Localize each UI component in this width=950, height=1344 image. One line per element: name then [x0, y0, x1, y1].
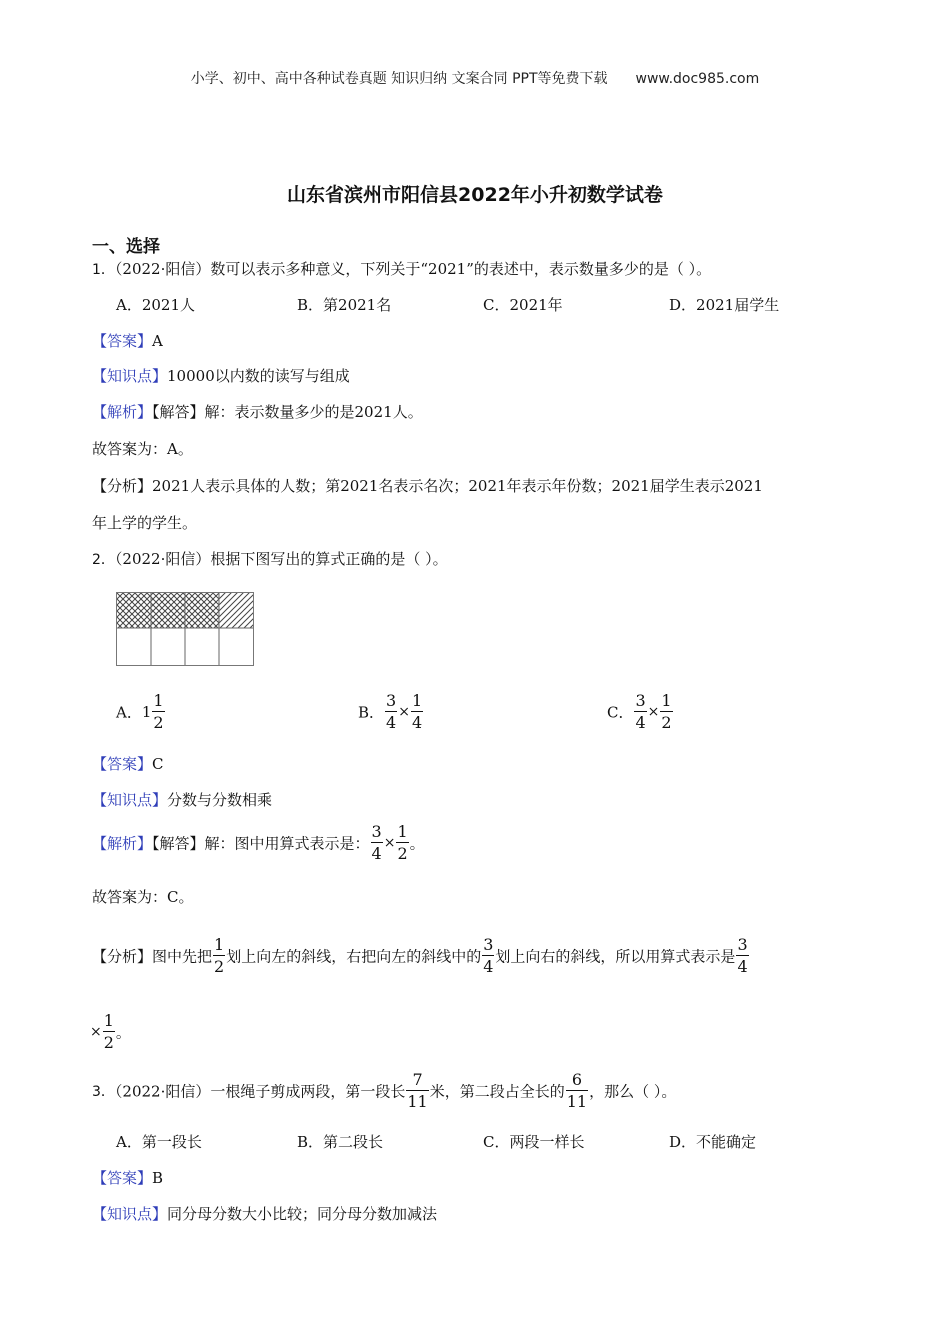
grid-cell-shaded	[185, 593, 219, 628]
q3-option-b: B．第二段长	[297, 1133, 384, 1151]
q2-option-a: A．1 $\frac{1}{2}$	[116, 691, 164, 732]
q1-explanation: 【分析】2021人表示具体的人数；第2021名表示名次；2021年表示年份数；2021届学生表示2021	[92, 477, 763, 495]
q1-explanation-cont: 年上学的学生。	[92, 514, 198, 532]
q3-knowledge-point: 【知识点】同分母分数大小比较；同分母分数加减法	[92, 1205, 438, 1223]
q1-option-a: A．2021人	[116, 296, 196, 314]
page-header	[0, 68, 950, 88]
q3-answer: 【答案】B	[92, 1169, 164, 1187]
q1-answer: 【答案】A	[92, 332, 163, 350]
fraction: $\frac{1}{4}$	[411, 691, 423, 732]
page-title: 山东省滨州市阳信县2022年小升初数学试卷	[287, 184, 663, 206]
section-heading: 一、选择	[92, 237, 160, 257]
q1-option-b: B．第2021名	[297, 296, 392, 314]
grid-cell-shaded	[151, 593, 185, 628]
fraction: $\frac{3}{4}$	[371, 822, 382, 863]
q3-option-d: D．不能确定	[669, 1133, 757, 1151]
fraction: $\frac{3}{4}$	[386, 691, 397, 732]
q2-knowledge-point: 【知识点】分数与分数相乘	[92, 791, 273, 809]
grid-cell-half-shaded	[219, 593, 253, 628]
q1-stem: 1．（2022·阳信）数可以表示多种意义，下列关于“2021”的表述中，表示数量多少的是（ ）。	[92, 260, 712, 278]
fraction: $\frac{3}{4}$	[737, 935, 748, 976]
fraction: $\frac{6}{11}$	[566, 1070, 588, 1111]
fraction: $\frac{1}{2}$	[214, 935, 225, 976]
q3-option-c: C．两段一样长	[483, 1133, 585, 1151]
q2-option-c: C． $\frac{3}{4}$ × $\frac{1}{2}$	[607, 691, 672, 732]
grid-svg	[117, 593, 253, 665]
q2-conclusion: 故答案为：C。	[92, 888, 194, 906]
header-text: 小学、初中、高中各种试卷真题 知识归纳 文案合同 PPT等免费下载	[190, 71, 608, 87]
q2-option-b: B． $\frac{3}{4}$ × $\frac{1}{4}$	[358, 691, 423, 732]
fraction: $\frac{1}{2}$	[103, 1011, 114, 1052]
q2-answer: 【答案】C	[92, 755, 164, 773]
q1-option-d: D．2021届学生	[669, 296, 780, 314]
q2-explanation: 【分析】图中先把 $\frac{1}{2}$ 划上向左的斜线，右把向左的斜线中的 $\frac{3}{4}$ 划上向右的斜线，所以用算式表示是 $\frac{3}{4}$	[92, 935, 748, 976]
q3-stem: 3．（2022·阳信）一根绳子剪成两段，第一段长 $\frac{7}{11}$ 米，第二段占全长的 $\frac{6}{11}$ ，那么（ ）。	[92, 1070, 677, 1111]
q2-analysis: 【解析】【解答】解：图中用算式表示是： $\frac{3}{4}$ × $\frac{1}{2}$ 。	[92, 822, 425, 863]
q1-conclusion: 故答案为：A。	[92, 440, 193, 458]
fraction-grid-figure	[116, 592, 254, 666]
q1-analysis: 【解析】【解答】解：表示数量多少的是2021人。	[92, 403, 423, 421]
fraction: $\frac{7}{11}$	[407, 1070, 428, 1111]
q3-option-a: A．第一段长	[116, 1133, 202, 1151]
q1-knowledge-point: 【知识点】10000以内数的读写与组成	[92, 367, 350, 385]
q2-explanation-cont: × $\frac{1}{2}$ 。	[90, 1011, 131, 1052]
fraction: $\frac{1}{2}$	[397, 822, 408, 863]
fraction: $\frac{1}{2}$	[153, 691, 164, 732]
fraction: $\frac{1}{2}$	[661, 691, 672, 732]
fraction: $\frac{3}{4}$	[635, 691, 646, 732]
q1-option-c: C．2021年	[483, 296, 563, 314]
header-site[interactable]: www.doc985.com	[635, 71, 760, 87]
q2-stem: 2．（2022·阳信）根据下图写出的算式正确的是（ ）。	[92, 550, 448, 568]
grid-cell-shaded	[117, 593, 151, 628]
fraction: $\frac{3}{4}$	[483, 935, 494, 976]
